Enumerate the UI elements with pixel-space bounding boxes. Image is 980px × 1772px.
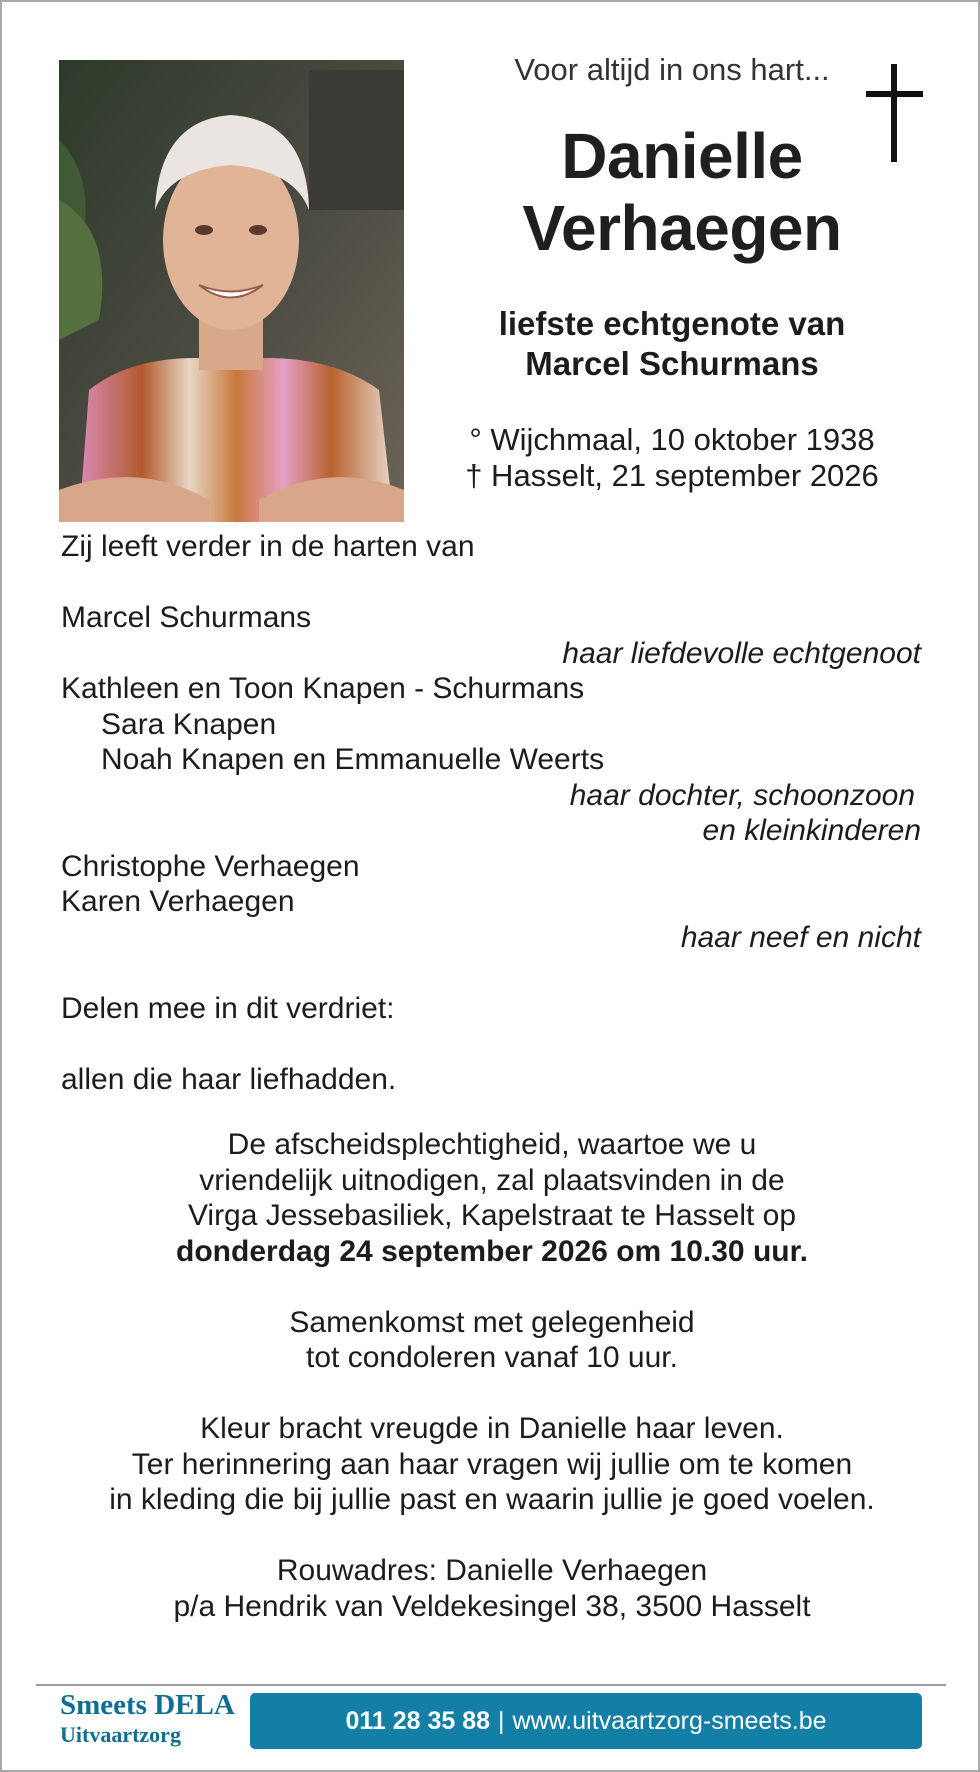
all-loved-text: allen die haar liefhadden. <box>61 1062 397 1096</box>
grandchild-2: Noah Knapen en Emmanuelle Weerts <box>101 743 605 776</box>
nephew-name: Christophe Verhaegen <box>61 849 360 883</box>
ceremony-line-2: vriendelijk uitnodigen, zal plaatsvinden in de <box>199 1163 785 1197</box>
color-line-3: in kleding die bij jullie past en waarin jullie je goed voelen. <box>109 1483 875 1516</box>
daughter-relation-1: haar dochter, schoonzoon <box>569 778 915 812</box>
husband-relation: haar liefdevolle echtgenoot <box>562 636 921 670</box>
niece-name: Karen Verhaegen <box>61 885 295 918</box>
birth-date: ° Wijchmaal, 10 oktober 1938 <box>469 422 875 457</box>
death-date: † Hasselt, 21 september 2026 <box>465 458 879 493</box>
intro-text: Voor altijd in ons hart... <box>514 52 830 87</box>
ceremony-block <box>42 1127 942 1624</box>
contact-bar <box>250 1693 922 1749</box>
spacer <box>42 1269 942 1305</box>
spouse-line-2: Marcel Schurmans <box>525 345 819 382</box>
spacer <box>61 565 921 601</box>
last-name: Verhaegen <box>522 192 842 264</box>
share-grief-text: Delen mee in dit verdriet: <box>61 991 395 1025</box>
website-link[interactable]: www.uitvaartzorg-smeets.be <box>512 1706 827 1735</box>
grandchild-1: Sara Knapen <box>101 707 277 741</box>
mourning-address-1: Rouwadres: Danielle Verhaegen <box>276 1554 708 1587</box>
husband-name: Marcel Schurmans <box>61 601 312 634</box>
color-line-1: Kleur bracht vreugde in Danielle haar leven. <box>200 1412 784 1445</box>
gathering-line-1: Samenkomst met gelegenheid <box>289 1305 695 1339</box>
spacer <box>42 1376 942 1412</box>
dates-block <box>422 422 922 494</box>
spouse-block <box>457 304 887 384</box>
funeral-home-logo <box>60 1688 250 1748</box>
spacer <box>61 955 921 991</box>
logo-line-2: Uitvaartzorg <box>60 1722 181 1747</box>
color-line-2: Ter herinnering aan haar vragen wij jullie om te komen <box>131 1447 853 1481</box>
ceremony-date: donderdag 24 september 2026 om 10.30 uur. <box>176 1234 808 1268</box>
contact-separator: | <box>498 1706 505 1735</box>
logo-line-1: Smeets DELA <box>60 1689 235 1721</box>
footer-divider <box>36 1684 946 1686</box>
survivors-list <box>61 529 921 1097</box>
phone-number[interactable]: 011 28 35 88 <box>345 1706 491 1735</box>
spouse-line-1: liefste echtgenote van <box>498 305 846 342</box>
spacer <box>61 1026 921 1062</box>
gathering-line-2: tot condoleren vanaf 10 uur. <box>306 1341 678 1374</box>
spacer <box>42 1518 942 1554</box>
portrait-illustration <box>59 60 404 522</box>
daughter-relation-2: en kleinkinderen <box>702 814 921 847</box>
survivors-heading: Zij leeft verder in de harten van <box>61 530 475 563</box>
nephew-relation: haar neef en nicht <box>680 920 921 954</box>
ceremony-line-3: Virga Jessebasiliek, Kapelstraat te Hasselt op <box>187 1199 797 1232</box>
first-name: Danielle <box>561 120 803 192</box>
portrait-photo <box>59 60 404 522</box>
daughter-name: Kathleen en Toon Knapen - Schurmans <box>61 672 585 705</box>
mourning-address-2: p/a Hendrik van Veldekesingel 38, 3500 Hasselt <box>173 1589 811 1623</box>
ceremony-line-1: De afscheidsplechtigheid, waartoe we u <box>227 1128 757 1161</box>
deceased-name <box>457 120 907 264</box>
